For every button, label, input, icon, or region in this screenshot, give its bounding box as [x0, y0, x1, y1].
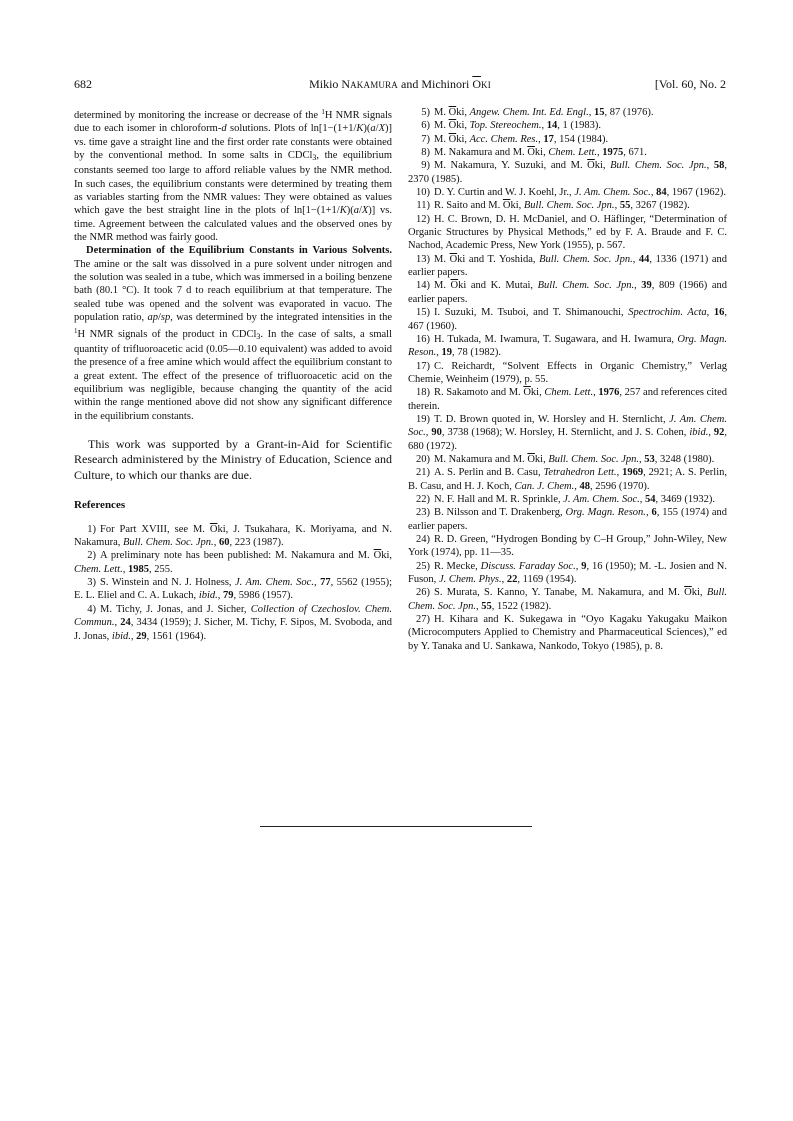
reference-item [408, 386, 727, 413]
reference-number: 20) [416, 453, 430, 465]
reference-text: R. D. Green, “Hydrogen Bonding by C–H Group,” John-Wiley, New York (1974), pp. 11—35. [408, 534, 727, 559]
reference-item [408, 253, 727, 280]
reference-text: H. C. Brown, D. H. McDaniel, and O. Häflinger, “Determination of Organic Structures by Physical Methods,” ed by F. A. Braude and F. C. Nachod, Academic Press, New York (1955), p. 567. [408, 213, 727, 252]
reference-number: 22) [416, 493, 430, 505]
reference-number: 16) [416, 333, 430, 345]
reference-item [408, 453, 727, 466]
reference-text: A preliminary note has been published: M. Nakamura and M. $\overline{O}ki$, Chem. Lett., 1985, 255. [74, 550, 392, 575]
reference-text: M. Nakamura and M. $\overline{O}ki$, Chem. Lett., 1975, 671. [434, 147, 647, 159]
reference-text: T. D. Brown quoted in, W. Horsley and H. Sternlicht, J. Am. Chem. Soc., 90, 3738 (1968); W. Horsley, H. Sternlicht, and J. S. Cohen, ibid., 92, 680 (1972). [408, 413, 728, 452]
reference-text: M. Nakamura and M. $\overline{O}ki$, Bull. Chem. Soc. Jpn., 53, 3248 (1980). [434, 453, 715, 465]
reference-text: B. Nilsson and T. Drakenberg, Org. Magn. Reson., 6, 155 (1974) and earlier papers. [408, 507, 728, 532]
reference-number: 15) [416, 307, 430, 319]
reference-item [74, 576, 392, 603]
method-paragraph: determined by monitoring the increase or decrease of the $^1$H NMR signals due to each isomer in chloroform-d solutions. Plots of ln[1−(1+1/K)(a/X)] vs. time gave a straight line and the first order rate constants were obtained by the conventional method. In some salts in CDCl$_3$, the equilibrium constants seemed too large to afford reliable values by the NMR method. In such cases, the equilibrium constants were determined by treating them as variables starting from the NMR values: They were obtained as values which gave the best straight line in the plots of ln[1−(1+1/K)(a/X)] vs. time. Agreement between the calculated values and the observed ones by the NMR method was fairly good. [74, 108, 392, 244]
reference-text: I. Suzuki, M. Tsuboi, and T. Shimanouchi, Spectrochim. Acta, 16, 467 (1960). [408, 307, 728, 332]
reference-text: M. Tichy, J. Jonas, and J. Sicher, Collection of Czechoslov. Chem. Commun., 24, 3434 (1959); J. Sicher, M. Tichy, F. Sipos, M. Svoboda, and J. Jonas, ibid., 29, 1561 (1964). [74, 603, 393, 642]
reference-number: 5) [421, 107, 430, 118]
reference-item [408, 333, 727, 360]
reference-text: R. Mecke, Discuss. Faraday Soc., 9, 16 (1950); M. -L. Josien and N. Fuson, J. Chem. Phys., 22, 1169 (1954). [408, 560, 728, 586]
reference-item [408, 186, 727, 199]
reference-number: 24) [416, 534, 430, 545]
reference-item [408, 466, 727, 493]
reference-item [408, 560, 727, 587]
reference-text: D. Y. Curtin and W. J. Koehl, Jr., J. Am. Chem. Soc., 84, 1967 (1962). [434, 187, 727, 199]
equilibrium-paragraph [74, 244, 392, 422]
reference-number: 1) [87, 523, 96, 535]
reference-number: 11) [416, 200, 430, 212]
reference-item [408, 119, 727, 132]
reference-item [408, 533, 727, 560]
reference-text: R. Sakamoto and M. $\overline{O}ki$, Chem. Lett., 1976, 257 and references cited therein. [408, 387, 728, 412]
reference-number: 19) [416, 413, 430, 425]
reference-number: 17) [416, 360, 430, 372]
reference-text: H. Tukada, M. Iwamura, T. Sugawara, and H. Iwamura, Org. Magn. Reson., 19, 78 (1982). [408, 333, 728, 359]
reference-number: 10) [416, 187, 430, 199]
left-column [74, 106, 392, 643]
reference-number: 23) [416, 507, 430, 519]
reference-item [74, 549, 392, 576]
reference-text: H. Kihara and K. Sukegawa in “Oyo Kagaku Yakugaku Maikon (Microcomputers Applied to Chemistry and Pharmaceutical Sciences),” ed by Y. Tanaka and U. Sankawa, Nankodo, Tokyo (1985), p. 8. [408, 614, 727, 652]
reference-item [408, 413, 727, 453]
end-rule [260, 826, 532, 827]
references-list-left [74, 523, 392, 643]
reference-number: 13) [416, 253, 430, 265]
reference-item [408, 106, 727, 119]
reference-text: R. Saito and M. $\overline{O}ki$, Bull. Chem. Soc. Jpn., 55, 3267 (1982). [434, 200, 690, 212]
reference-text: S. Murata, S. Kanno, Y. Tanabe, M. Nakamura, and M. $\overline{O}ki$, Bull. Chem. Soc. Jpn., 55, 1522 (1982). [408, 587, 727, 612]
reference-text: M. $\overline{O}ki$ and T. Yoshida, Bull. Chem. Soc. Jpn., 44, 1336 (1971) and earlier papers. [408, 253, 727, 279]
reference-item [408, 506, 727, 533]
reference-item [408, 133, 727, 146]
reference-number: 18) [416, 387, 430, 399]
reference-number: 12) [416, 213, 430, 225]
references-title: References [74, 499, 126, 512]
reference-number: 2) [87, 550, 96, 562]
reference-text: M. $\overline{O}ki$ and K. Mutai, Bull. Chem. Soc. Jpn., 39, 809 (1966) and earlier papers. [408, 280, 728, 305]
references-list-right [408, 106, 727, 653]
section-heading: Determination of the Equilibrium Constants in Various Solvents. [86, 245, 392, 257]
reference-text: A. S. Perlin and B. Casu, Tetrahedron Lett., 1969, 2921; A. S. Perlin, B. Casu, and H. J. Koch, Can. J. Chem., 48, 2596 (1970). [408, 467, 728, 492]
page-number: 682 [74, 77, 92, 91]
reference-item [408, 586, 727, 613]
reference-text: C. Reichardt, “Solvent Effects in Organic Chemistry,” Verlag Chemie, Weinheim (1979), p. 55. [408, 360, 727, 385]
reference-number: 26) [416, 587, 430, 599]
reference-item [408, 279, 727, 306]
acknowledgment: This work was supported by a Grant-in-Aid for Scientific Research administered by the Ministry of Education, Science and Culture, to which our thanks are due. [74, 436, 392, 482]
reference-number: 3) [87, 577, 96, 589]
reference-number: 6) [421, 120, 430, 132]
reference-number: 21) [416, 467, 430, 479]
reference-number: 27) [416, 614, 430, 626]
reference-item [74, 523, 392, 550]
reference-item [408, 493, 727, 506]
equilibrium-paragraph-body: The amine or the salt was dissolved in a pure solvent under nitrogen and the solution was sealed in a tube, which was immersed in a boiling benzene bath (80.1 °C). It took 7 d to reach equilibrium at that temperature. The sealed tube was opened and the solvent was evaporated in vacuo. The population ratio, ap/sp, was determined by the integrated intensities in the $^1$H NMR signals of the product in CDCl$_3$. In the case of salts, a small quantity of trifluoroacetic acid (0.05—0.10 equivalent) was added to avoid the presence of a free amine which would affect the equilibrium constant to a great extent. The effect of the presence of trifluoroacetic acid on the equilibrium was negligible, because changing the quantity of the acid within the range mentioned above did not show any significant difference in the equilibrium constants. [74, 258, 392, 422]
reference-item [408, 306, 727, 333]
reference-text: M. $\overline{O}ki$, Angew. Chem. Int. Ed. Engl., 15, 87 (1976). [434, 107, 654, 118]
reference-number: 4) [87, 603, 96, 615]
reference-item [408, 360, 727, 387]
reference-number: 8) [421, 147, 430, 159]
volume-info: [Vol. 60, No. 2 [654, 77, 726, 91]
reference-item [408, 213, 727, 253]
reference-text: M. Nakamura, Y. Suzuki, and M. $\overline{O}ki$, Bull. Chem. Soc. Jpn., 58, 2370 (1985). [408, 160, 727, 185]
reference-item [408, 146, 727, 159]
reference-text: M. $\overline{O}ki$, Acc. Chem. Res., 17, 154 (1984). [434, 133, 609, 145]
reference-text: N. F. Hall and M. R. Sprinkle, J. Am. Chem. Soc., 54, 3469 (1932). [434, 493, 715, 505]
reference-number: 14) [416, 280, 430, 292]
reference-item [74, 603, 392, 643]
reference-text: For Part XVIII, see M. $\overline{O}ki$, J. Tsukahara, K. Moriyama, and N. Nakamura, Bull. Chem. Soc. Jpn., 60, 223 (1987). [74, 523, 393, 549]
running-head-authors: Mikio NAKAMURA and Michinori $\overline{O}KI$ [309, 77, 491, 91]
reference-item [408, 199, 727, 212]
reference-text: M. $\overline{O}ki$, Top. Stereochem., 14, 1 (1983). [434, 120, 601, 132]
right-column [408, 106, 727, 653]
reference-item [408, 159, 727, 186]
reference-text: S. Winstein and N. J. Holness, J. Am. Chem. Soc., 77, 5562 (1955); E. L. Eliel and C. A. Lukach, ibid., 79, 5986 (1957). [74, 577, 392, 602]
reference-number: 25) [416, 560, 430, 572]
reference-number: 9) [421, 160, 430, 172]
page-header [74, 76, 726, 92]
reference-item [408, 613, 727, 653]
reference-number: 7) [421, 133, 430, 145]
